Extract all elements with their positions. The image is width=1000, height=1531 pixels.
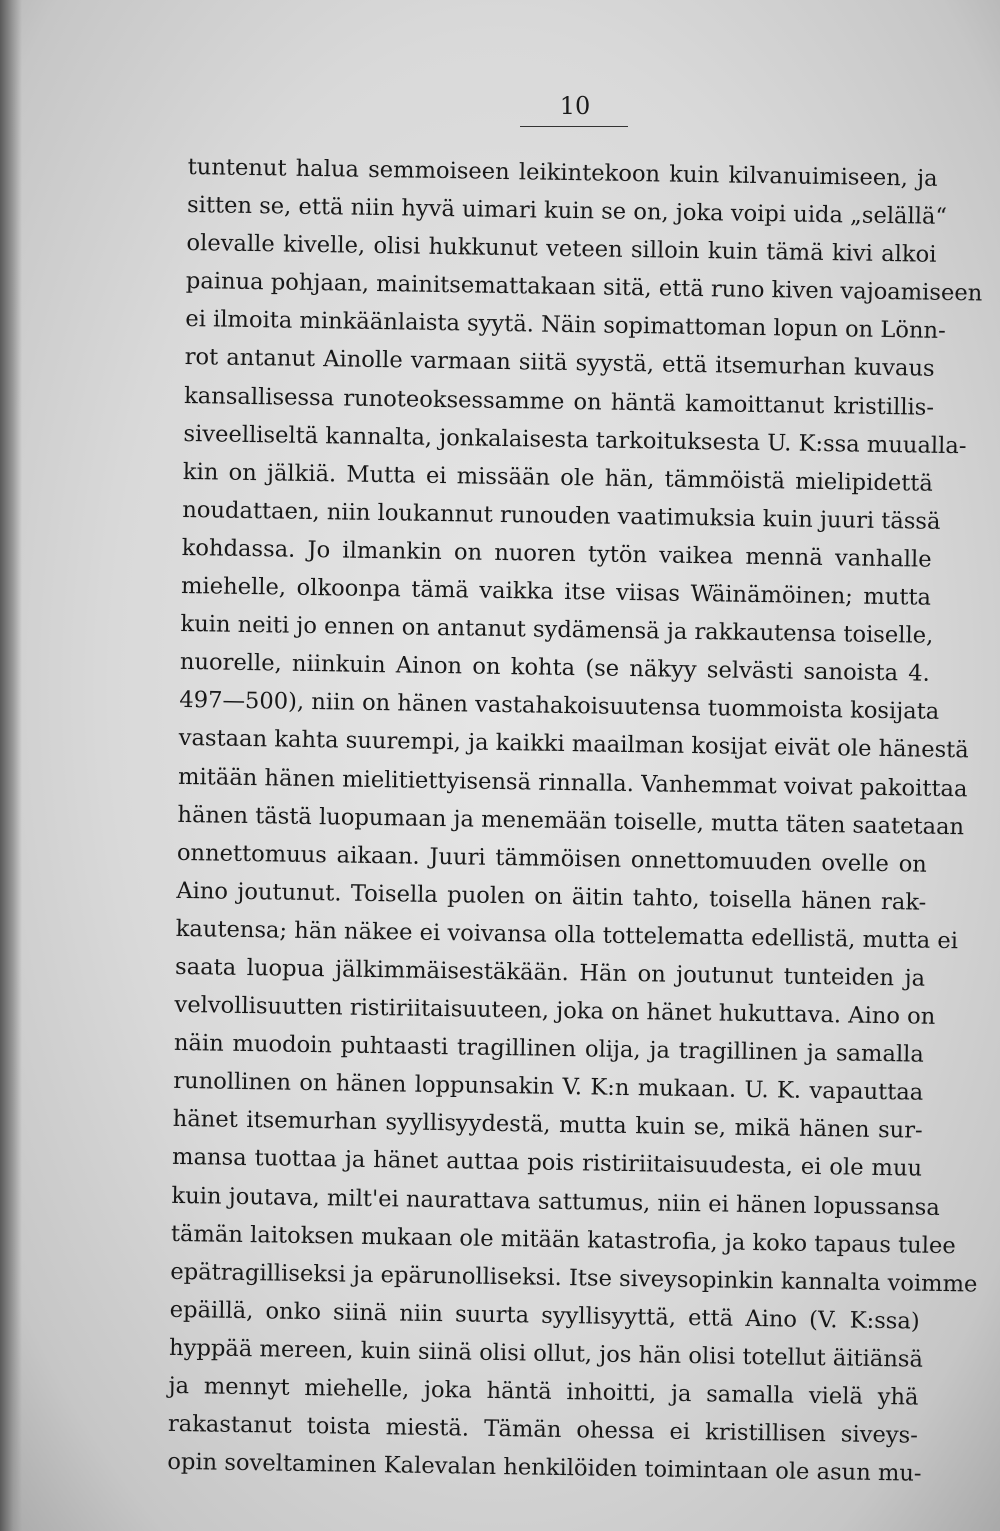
text-line: hänen tästä luopumaan ja menemään toiselle, mutta täten saatetaan bbox=[177, 801, 965, 840]
text-line: saata luopua jälkimmäisestäkään. Hän on joutunut tunteiden ja bbox=[174, 953, 926, 992]
text-line: miehelle, olkoonpa tämä vaikka itse viisas Wäinämöinen; mutta bbox=[180, 572, 932, 611]
text-line: näin muodoin puhtaasti tragillinen olija, ja tragillinen ja samalla bbox=[173, 1030, 925, 1068]
text-line: ei ilmoita minkäänlaista syytä. Näin sopimattoman lopun on Lönn- bbox=[185, 306, 946, 345]
text-line: opin soveltaminen Kalevalan henkilöiden toimintaan ole asun mu- bbox=[167, 1449, 922, 1487]
text-line: epätragilliseksi ja epärunolliseksi. Itse siveysopinkin kannalta voimme bbox=[170, 1258, 978, 1298]
page-number: 10 bbox=[559, 92, 591, 120]
text-line: kansallisessa runoteoksessamme on häntä kamoittanut kristillis- bbox=[183, 382, 935, 421]
text-line: runollinen on hänen loppunsakin V. K:n mukaan. U. K. vapauttaa bbox=[173, 1068, 924, 1106]
text-line: rakastanut toista miestä. Tämän ohessa ei kristillisen siveys- bbox=[167, 1410, 919, 1449]
text-line: painua pohjaan, mainitsemattakaan sitä, että runo kiven vajoamiseen bbox=[185, 268, 983, 307]
text-line: siveelliseltä kannalta, jonkalaisesta tarkoituksesta U. K:ssa muualla- bbox=[183, 420, 967, 459]
header-rule bbox=[520, 126, 628, 127]
text-line: noudattaen, niin loukannut runouden vaatimuksia kuin juuri tässä bbox=[182, 496, 941, 535]
text-line: mansa tuottaa ja hänet auttaa pois ristiriitaisuudesta, ei ole muu bbox=[171, 1144, 923, 1183]
text-line: rot antanut Ainolle varmaan siitä syystä, että itsemurhan kuvaus bbox=[184, 344, 935, 383]
text-line: kohdassa. Jo ilmankin on nuoren tytön vaikea mennä vanhalle bbox=[181, 534, 932, 573]
text-line: onnettomuus aikaan. Juuri tämmöisen onnettomuuden ovelle on bbox=[176, 839, 928, 878]
text-line: kautensa; hän näkee ei voivansa olla tottelematta edellistä, mutta ei bbox=[175, 915, 959, 955]
text-line: tuntenut halua semmoiseen leikintekoon kuin kilvanuimiseen, ja bbox=[187, 153, 938, 192]
text-line: Aino joutunut. Toisella puolen on äitin tahto, toisella hänen rak- bbox=[176, 877, 927, 916]
text-line: nuorelle, niinkuin Ainon on kohta (se näkyy selvästi sanoista 4. bbox=[179, 649, 931, 687]
text-line: kuin joutava, milt'ei naurattava sattumus, niin ei hänen lopussansa bbox=[171, 1182, 941, 1221]
page-edge-shadow bbox=[0, 0, 22, 1531]
text-line: velvollisuutten ristiriitaisuuteen, joka on hänet hukuttava. Aino on bbox=[174, 991, 936, 1030]
text-line: epäillä, onko siinä niin suurta syyllisyyttä, että Aino (V. K:ssa) bbox=[169, 1296, 920, 1335]
text-line: hyppää mereen, kuin siinä olisi ollut, jos hän olisi totellut äitiänsä bbox=[168, 1334, 924, 1373]
text-line: vastaan kahta suurempi, ja kaikki maailman kosijat eivät ole hänestä bbox=[178, 725, 969, 764]
text-line: mitään hänen mielitiettyisensä rinnalla. Vanhemmat voivat pakoittaa bbox=[177, 763, 968, 802]
text-line: kuin neiti jo ennen on antanut sydämensä ja rakkautensa toiselle, bbox=[180, 611, 934, 649]
text-line: sitten se, että niin hyvä uimari kuin se on, joka voipi uida „selällä“ bbox=[186, 192, 948, 231]
text-line: 497—500), niin on hänen vastahakoisuutensa tuommoista kosijata bbox=[179, 687, 940, 726]
body-text bbox=[167, 148, 983, 1493]
text-line: ja mennyt miehelle, joka häntä inhoitti, ja samalla vielä yhä bbox=[168, 1372, 919, 1411]
text-line: hänet itsemurhan syyllisyydestä, mutta kuin se, mikä hänen sur- bbox=[172, 1106, 923, 1145]
text-line: tämän laitoksen mukaan ole mitään katastrofia, ja koko tapaus tulee bbox=[170, 1220, 956, 1259]
text-line: olevalle kivelle, olisi hukkunut veteen silloin kuin tämä kivi alkoi bbox=[186, 230, 937, 268]
text-line: kin on jälkiä. Mutta ei missään ole hän, tämmöistä mielipidettä bbox=[182, 458, 934, 497]
